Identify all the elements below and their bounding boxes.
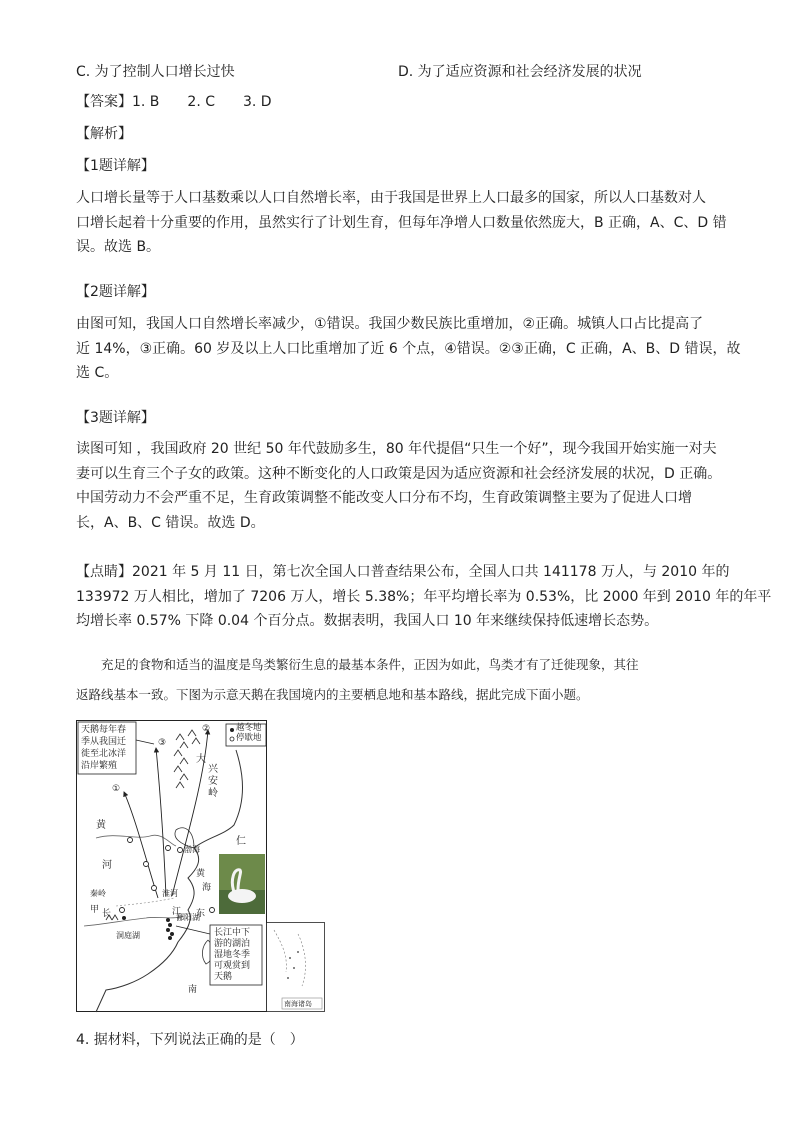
label-jiang: 江 bbox=[172, 907, 182, 917]
swan-migration-map bbox=[76, 720, 326, 1013]
callout-bottom bbox=[214, 928, 250, 983]
q3-line: 长，A、B、C 错误。故选 D。 bbox=[76, 514, 265, 531]
option-d: D. 为了适应资源和社会经济发展的状况 bbox=[398, 64, 642, 80]
route-1-label: ① bbox=[112, 784, 121, 794]
highlight-line: 均增长率 0.57% 下降 0.04 个百分点。数据表明，我国人口 10 年来继续保持低速增长态势。 bbox=[76, 613, 659, 629]
material-text bbox=[76, 650, 716, 710]
label-ling: 岭 bbox=[208, 788, 218, 799]
callout-top-line: 沿岸繁殖 bbox=[81, 761, 118, 771]
option-c: C. 为了控制人口增长过快 bbox=[76, 64, 235, 80]
highlight-line: 133972 万人相比，增加了 7206 万人，增长 5.38%；年平均增长率为 0.53%，比 2000 年到 2010 年的年平 bbox=[76, 588, 772, 605]
route-3-label: ③ bbox=[158, 738, 167, 748]
highlight-note bbox=[76, 560, 772, 634]
label-ren: 仁 bbox=[236, 836, 246, 847]
material-line: 返路线基本一致。下图为示意天鹅在我国境内的主要栖息地和基本路线，据此完成下面小题。 bbox=[76, 687, 589, 702]
legend-dot-icon bbox=[230, 728, 234, 732]
q3-line: 读图可知 ，我国政府 20 世纪 50 年代鼓励多生，80 年代提倡“只生一个好”，现今我国开始实施一对夫 bbox=[76, 441, 717, 457]
callout-bottom-line: 天鹅 bbox=[214, 972, 233, 982]
route-2-label: ② bbox=[202, 724, 211, 734]
answer-label: 【答案】 bbox=[76, 94, 132, 110]
q1-heading: 【1题详解】 bbox=[76, 158, 155, 174]
label-bohai: 渤海 bbox=[184, 845, 200, 854]
legend bbox=[236, 723, 262, 743]
label-jia: 甲 bbox=[90, 905, 100, 915]
label-huang2: 黄 bbox=[196, 869, 206, 879]
q2-explanation bbox=[76, 312, 741, 386]
label-hai: 海 bbox=[202, 883, 212, 893]
analysis-label: 【解析】 bbox=[76, 126, 132, 142]
legend-circle-icon bbox=[230, 737, 234, 741]
q2-heading: 【2题详解】 bbox=[76, 284, 155, 300]
q3-explanation bbox=[76, 437, 722, 535]
legend-stopover: 停歇地 bbox=[236, 733, 262, 743]
q2-line: 选 C。 bbox=[76, 365, 119, 381]
callout-bottom-line: 长江中下 bbox=[214, 928, 251, 938]
label-nan: 南 bbox=[188, 985, 198, 995]
callout-bottom-line: 可观赏到 bbox=[214, 961, 251, 971]
label-dongting: 洞庭湖 bbox=[116, 931, 140, 940]
q1-line: 人口增长量等于人口基数乘以人口自然增长率，由于我国是世界上人口最多的国家，所以人口基数对人 bbox=[76, 190, 706, 206]
label-xing: 兴 bbox=[208, 764, 218, 775]
label-poyang: 鄱阳湖 bbox=[176, 913, 200, 922]
callout-top-line: 季从我国迁 bbox=[81, 737, 127, 747]
label-an: 安 bbox=[208, 776, 218, 787]
label-dong: 东 bbox=[196, 909, 206, 919]
q3-line: 妻可以生育三个子女的政策。这种不断变化的人口政策是因为适应资源和社会经济发展的状况，D 正确。 bbox=[76, 465, 722, 482]
q1-explanation bbox=[76, 186, 727, 260]
answer-line bbox=[76, 92, 272, 112]
callout-top-line: 天鹅每年春 bbox=[81, 725, 127, 735]
callout-top-line: 徙至北冰洋 bbox=[81, 749, 127, 759]
label-chang: 长 bbox=[102, 909, 112, 919]
label-qinling: 秦岭 bbox=[90, 889, 106, 898]
legend-wintering: 越冬地 bbox=[236, 723, 262, 733]
question-4: 4. 据材料，下列说法正确的是（ ） bbox=[76, 1032, 304, 1048]
label-da: 大 bbox=[196, 754, 206, 765]
q3-line: 中国劳动力不会严重不足，生育政策调整不能改变人口分布不均，生育政策调整主要为了促进人口增 bbox=[76, 490, 692, 506]
answer-text: 1. B 2. C 3. D bbox=[132, 94, 272, 110]
label-huaihe: 淮河 bbox=[162, 889, 178, 898]
inset-label: 南海诸岛 bbox=[284, 1000, 312, 1008]
material-line: 充足的食物和适当的温度是鸟类繁衍生息的最基本条件，正因为如此，鸟类才有了迁徙现象，其往 bbox=[76, 657, 639, 672]
q2-line: 近 14%，③正确。60 岁及以上人口比重增加了近 6 个点，④错误。②③正确，C 正确，A、B、D 错误，故 bbox=[76, 340, 741, 357]
q1-line: 口增长起着十分重要的作用，虽然实行了计划生育，但每年净增人口数量依然庞大，B 正确，A、C、D 错 bbox=[76, 214, 727, 231]
callout-bottom-line: 湿地冬季 bbox=[214, 950, 251, 960]
q1-line: 误。故选 B。 bbox=[76, 239, 161, 255]
label-huang: 黄 bbox=[96, 820, 106, 831]
label-he: 河 bbox=[102, 860, 112, 871]
q3-heading: 【3题详解】 bbox=[76, 410, 155, 426]
callout-bottom-line: 游的湖泊 bbox=[214, 939, 251, 949]
callout-top bbox=[81, 724, 126, 772]
q2-line: 由图可知，我国人口自然增长率减少，①错误。我国少数民族比重增加，②正确。城镇人口占比提高了 bbox=[76, 316, 704, 332]
highlight-line: 【点睛】2021 年 5 月 11 日，第七次全国人口普查结果公布，全国人口共 141178 万人，与 2010 年的 bbox=[76, 564, 730, 580]
